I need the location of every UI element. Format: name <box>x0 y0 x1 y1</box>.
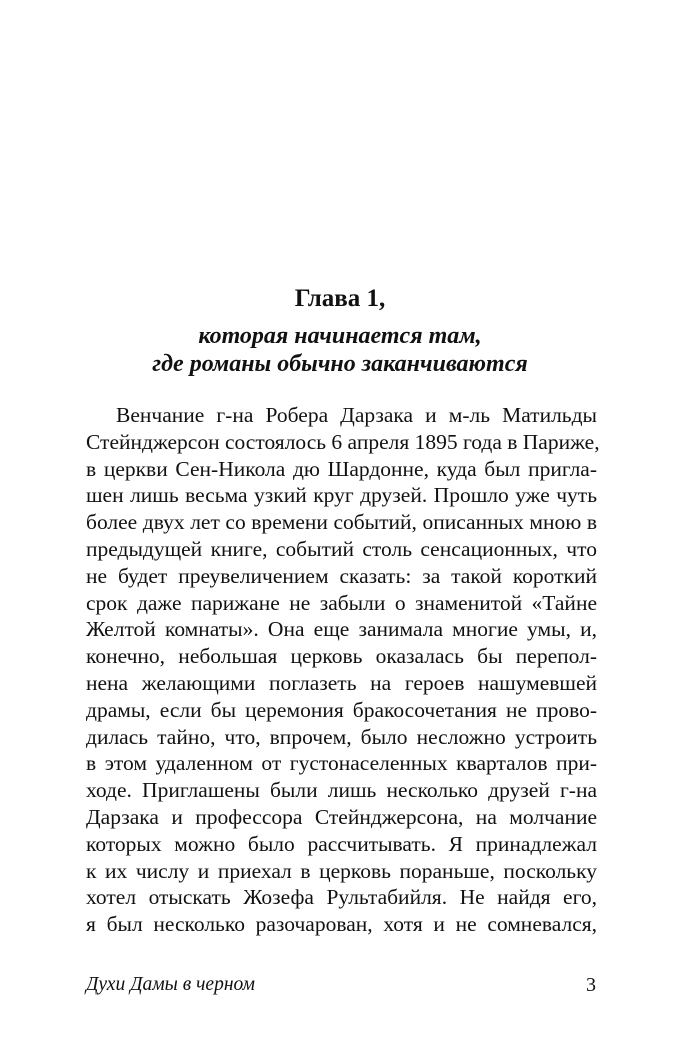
text-line: Венчание г-на Робера Дарзака и м-ль Матильды <box>116 403 597 427</box>
text-line: драмы, если бы церемония бракосочетания не прово- <box>86 697 597 722</box>
chapter-subtitle <box>0 322 680 378</box>
text-line: дилась тайно, что, впрочем, было несложно устроить <box>86 724 597 749</box>
text-line: в церкви Сен-Никола дю Шардонне, куда был пригла- <box>86 456 597 481</box>
text-line: которых можно было рассчитывать. Я принадлежал <box>86 831 597 856</box>
text-line: к их числу и приехал в церковь пораньше, поскольку <box>86 858 597 883</box>
chapter-subtitle-line: которая начинается там, <box>198 323 482 349</box>
text-line: хотел отыскать Жозефа Рультабийля. Не найдя его, <box>86 885 597 910</box>
text-line: не будет преувеличением сказать: за такой короткий <box>86 563 597 588</box>
text-line: в этом удаленном от густонаселенных кварталов при- <box>86 751 597 776</box>
text-line: срок даже парижане не забыли о знаменитой «Тайне <box>86 590 597 615</box>
text-line: предыдущей книге, событий столь сенсационных, что <box>86 536 597 561</box>
text-line: Дарзака и профессора Стейнджерсона, на молчание <box>86 804 597 829</box>
text-line: Стейнджерсон состоялось 6 апреля 1895 года в Париже, <box>86 429 600 454</box>
text-line: нена желающими поглазеть на героев нашумевшей <box>86 670 597 695</box>
text-line: конечно, небольшая церковь оказалась бы перепол- <box>86 644 597 669</box>
text-line: Желтой комнаты». Она еще занимала многие умы, и, <box>86 617 597 642</box>
text-line: более двух лет со времени событий, описанных мною в <box>86 510 597 535</box>
text-line: шен лишь весьма узкий круг друзей. Прошло уже чуть <box>86 483 597 508</box>
text-line: я был несколько разочарован, хотя и не сомневался, <box>86 912 597 937</box>
running-footer-title: Духи Дамы в черном <box>86 974 255 995</box>
page-number: 3 <box>586 974 596 996</box>
chapter-subtitle-line: где романы обычно заканчиваются <box>152 351 528 377</box>
text-line: ходе. Приглашены были лишь несколько друзей г-на <box>86 778 597 803</box>
chapter-title: Глава 1, <box>294 285 386 312</box>
body-text <box>86 402 600 938</box>
